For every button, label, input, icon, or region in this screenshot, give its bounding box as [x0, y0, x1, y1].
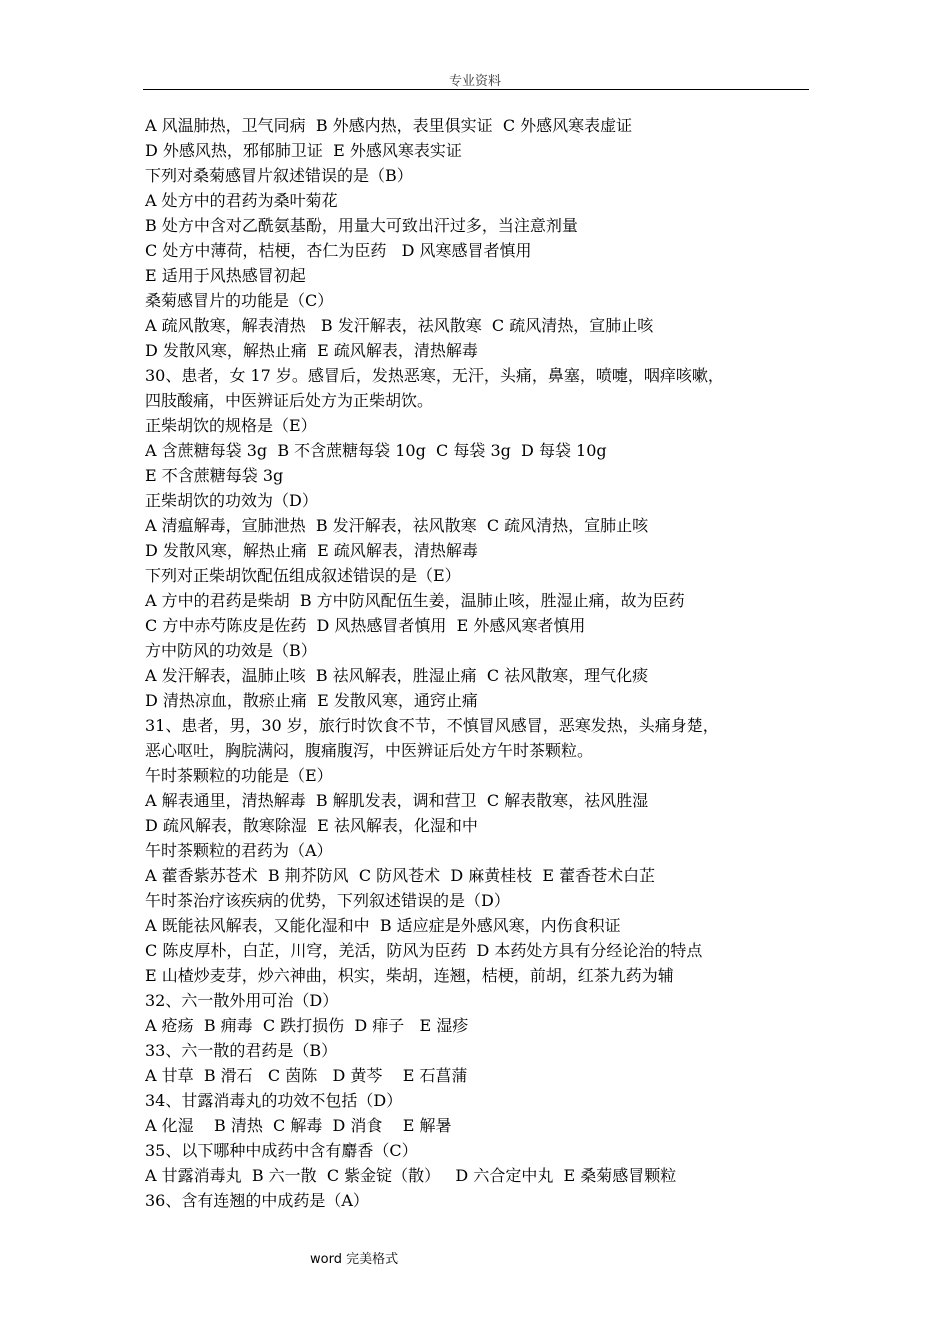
- text-line: D 清热凉血，散瘀止痛 E 发散风寒，通窍止痛: [145, 691, 478, 710]
- text-line: D 发散风寒，解热止痛 E 疏风解表，清热解毒: [145, 341, 478, 360]
- text-line: E 不含蔗糖每袋 3g: [145, 466, 284, 485]
- text-line: 34、甘露消毒丸的功效不包括（D）: [145, 1091, 403, 1110]
- text-line: 正柴胡饮的规格是（E）: [145, 416, 317, 435]
- text-line: 午时茶颗粒的君药为（A）: [145, 841, 333, 860]
- text-line: 正柴胡饮的功效为（D）: [145, 491, 318, 510]
- text-line: E 山楂炒麦芽，炒六神曲，枳实，柴胡，连翘，桔梗，前胡，红茶九药为辅: [145, 966, 674, 985]
- text-line: A 处方中的君药为桑叶菊花: [145, 191, 338, 210]
- text-line: A 甘草 B 滑石 C 茵陈 D 黄芩 E 石菖蒲: [145, 1066, 468, 1085]
- text-line: A 疮疡 B 痈毒 C 跌打损伤 D 痱子 E 湿疹: [145, 1016, 469, 1035]
- text-line: 36、含有连翘的中成药是（A）: [145, 1191, 369, 1210]
- text-line: B 处方中含对乙酰氨基酚，用量大可致出汗过多，当注意剂量: [145, 216, 578, 235]
- text-line: A 清瘟解毒，宣肺泄热 B 发汗解表，祛风散寒 C 疏风清热，宣肺止咳: [145, 516, 649, 535]
- text-line: 下列对正柴胡饮配伍组成叙述错误的是（E）: [145, 566, 461, 585]
- text-line: 方中防风的功效是（B）: [145, 641, 317, 660]
- text-line: A 疏风散寒，解表清热 B 发汗解表，祛风散寒 C 疏风清热，宣肺止咳: [145, 316, 654, 335]
- text-line: D 外感风热，邪郁肺卫证 E 外感风寒表实证: [145, 141, 462, 160]
- text-line: 四肢酸痛，中医辨证后处方为正柴胡饮。: [145, 391, 434, 410]
- text-line: 桑菊感冒片的功能是（C）: [145, 291, 334, 310]
- header-rule: [143, 89, 809, 90]
- text-line: D 疏风解表，散寒除湿 E 祛风解表，化湿和中: [145, 816, 478, 835]
- text-line: A 解表通里，清热解毒 B 解肌发表，调和营卫 C 解表散寒，祛风胜湿: [145, 791, 649, 810]
- text-line: A 既能祛风解表，又能化湿和中 B 适应症是外感风寒，内伤食积证: [145, 916, 621, 935]
- text-line: 32、六一散外用可治（D）: [145, 991, 339, 1010]
- text-line: 31、患者，男，30 岁，旅行时饮食不节，不慎冒风感冒，恶寒发热，头痛身楚，: [145, 716, 719, 735]
- text-line: C 处方中薄荷，桔梗，杏仁为臣药 D 风寒感冒者慎用: [145, 241, 532, 260]
- text-line: 35、以下哪种中成药中含有麝香（C）: [145, 1141, 418, 1160]
- text-line: A 风温肺热，卫气同病 B 外感内热，表里俱实证 C 外感风寒表虚证: [145, 116, 633, 135]
- text-line: A 含蔗糖每袋 3g B 不含蔗糖每袋 10g C 每袋 3g D 每袋 10g: [145, 441, 607, 460]
- text-line: 恶心呕吐，胸脘满闷，腹痛腹泻，中医辨证后处方午时茶颗粒。: [145, 741, 594, 760]
- document-body: [145, 113, 809, 1213]
- text-line: A 化湿 B 清热 C 解毒 D 消食 E 解暑: [145, 1116, 452, 1135]
- text-line: A 藿香紫苏苍术 B 荆芥防风 C 防风苍术 D 麻黄桂枝 E 藿香苍术白芷: [145, 866, 656, 885]
- text-line: C 方中赤芍陈皮是佐药 D 风热感冒者慎用 E 外感风寒者慎用: [145, 616, 586, 635]
- text-line: A 发汗解表，温肺止咳 B 祛风解表，胜湿止痛 C 祛风散寒，理气化痰: [145, 666, 649, 685]
- text-line: 30、患者，女 17 岁。感冒后，发热恶寒，无汗，头痛，鼻塞，喷嚏，咽痒咳嗽，: [145, 366, 724, 385]
- text-line: 午时茶颗粒的功能是（E）: [145, 766, 333, 785]
- text-line: D 发散风寒，解热止痛 E 疏风解表，清热解毒: [145, 541, 478, 560]
- text-line: 33、六一散的君药是（B）: [145, 1041, 338, 1060]
- text-line: A 甘露消毒丸 B 六一散 C 紫金锭（散） D 六合定中丸 E 桑菊感冒颗粒: [145, 1166, 677, 1185]
- page-header: 专业资料: [448, 74, 501, 89]
- text-line: A 方中的君药是柴胡 B 方中防风配伍生姜，温肺止咳，胜湿止痛，故为臣药: [145, 591, 685, 610]
- text-line: E 适用于风热感冒初起: [145, 266, 306, 285]
- text-line: C 陈皮厚朴，白芷，川穹，羌活，防风为臣药 D 本药处方具有分经论治的特点: [145, 941, 703, 960]
- page-footer: word 完美格式: [310, 1252, 399, 1267]
- text-line: 午时茶治疗该疾病的优势，下列叙述错误的是（D）: [145, 891, 510, 910]
- text-line: 下列对桑菊感冒片叙述错误的是（B）: [145, 166, 413, 185]
